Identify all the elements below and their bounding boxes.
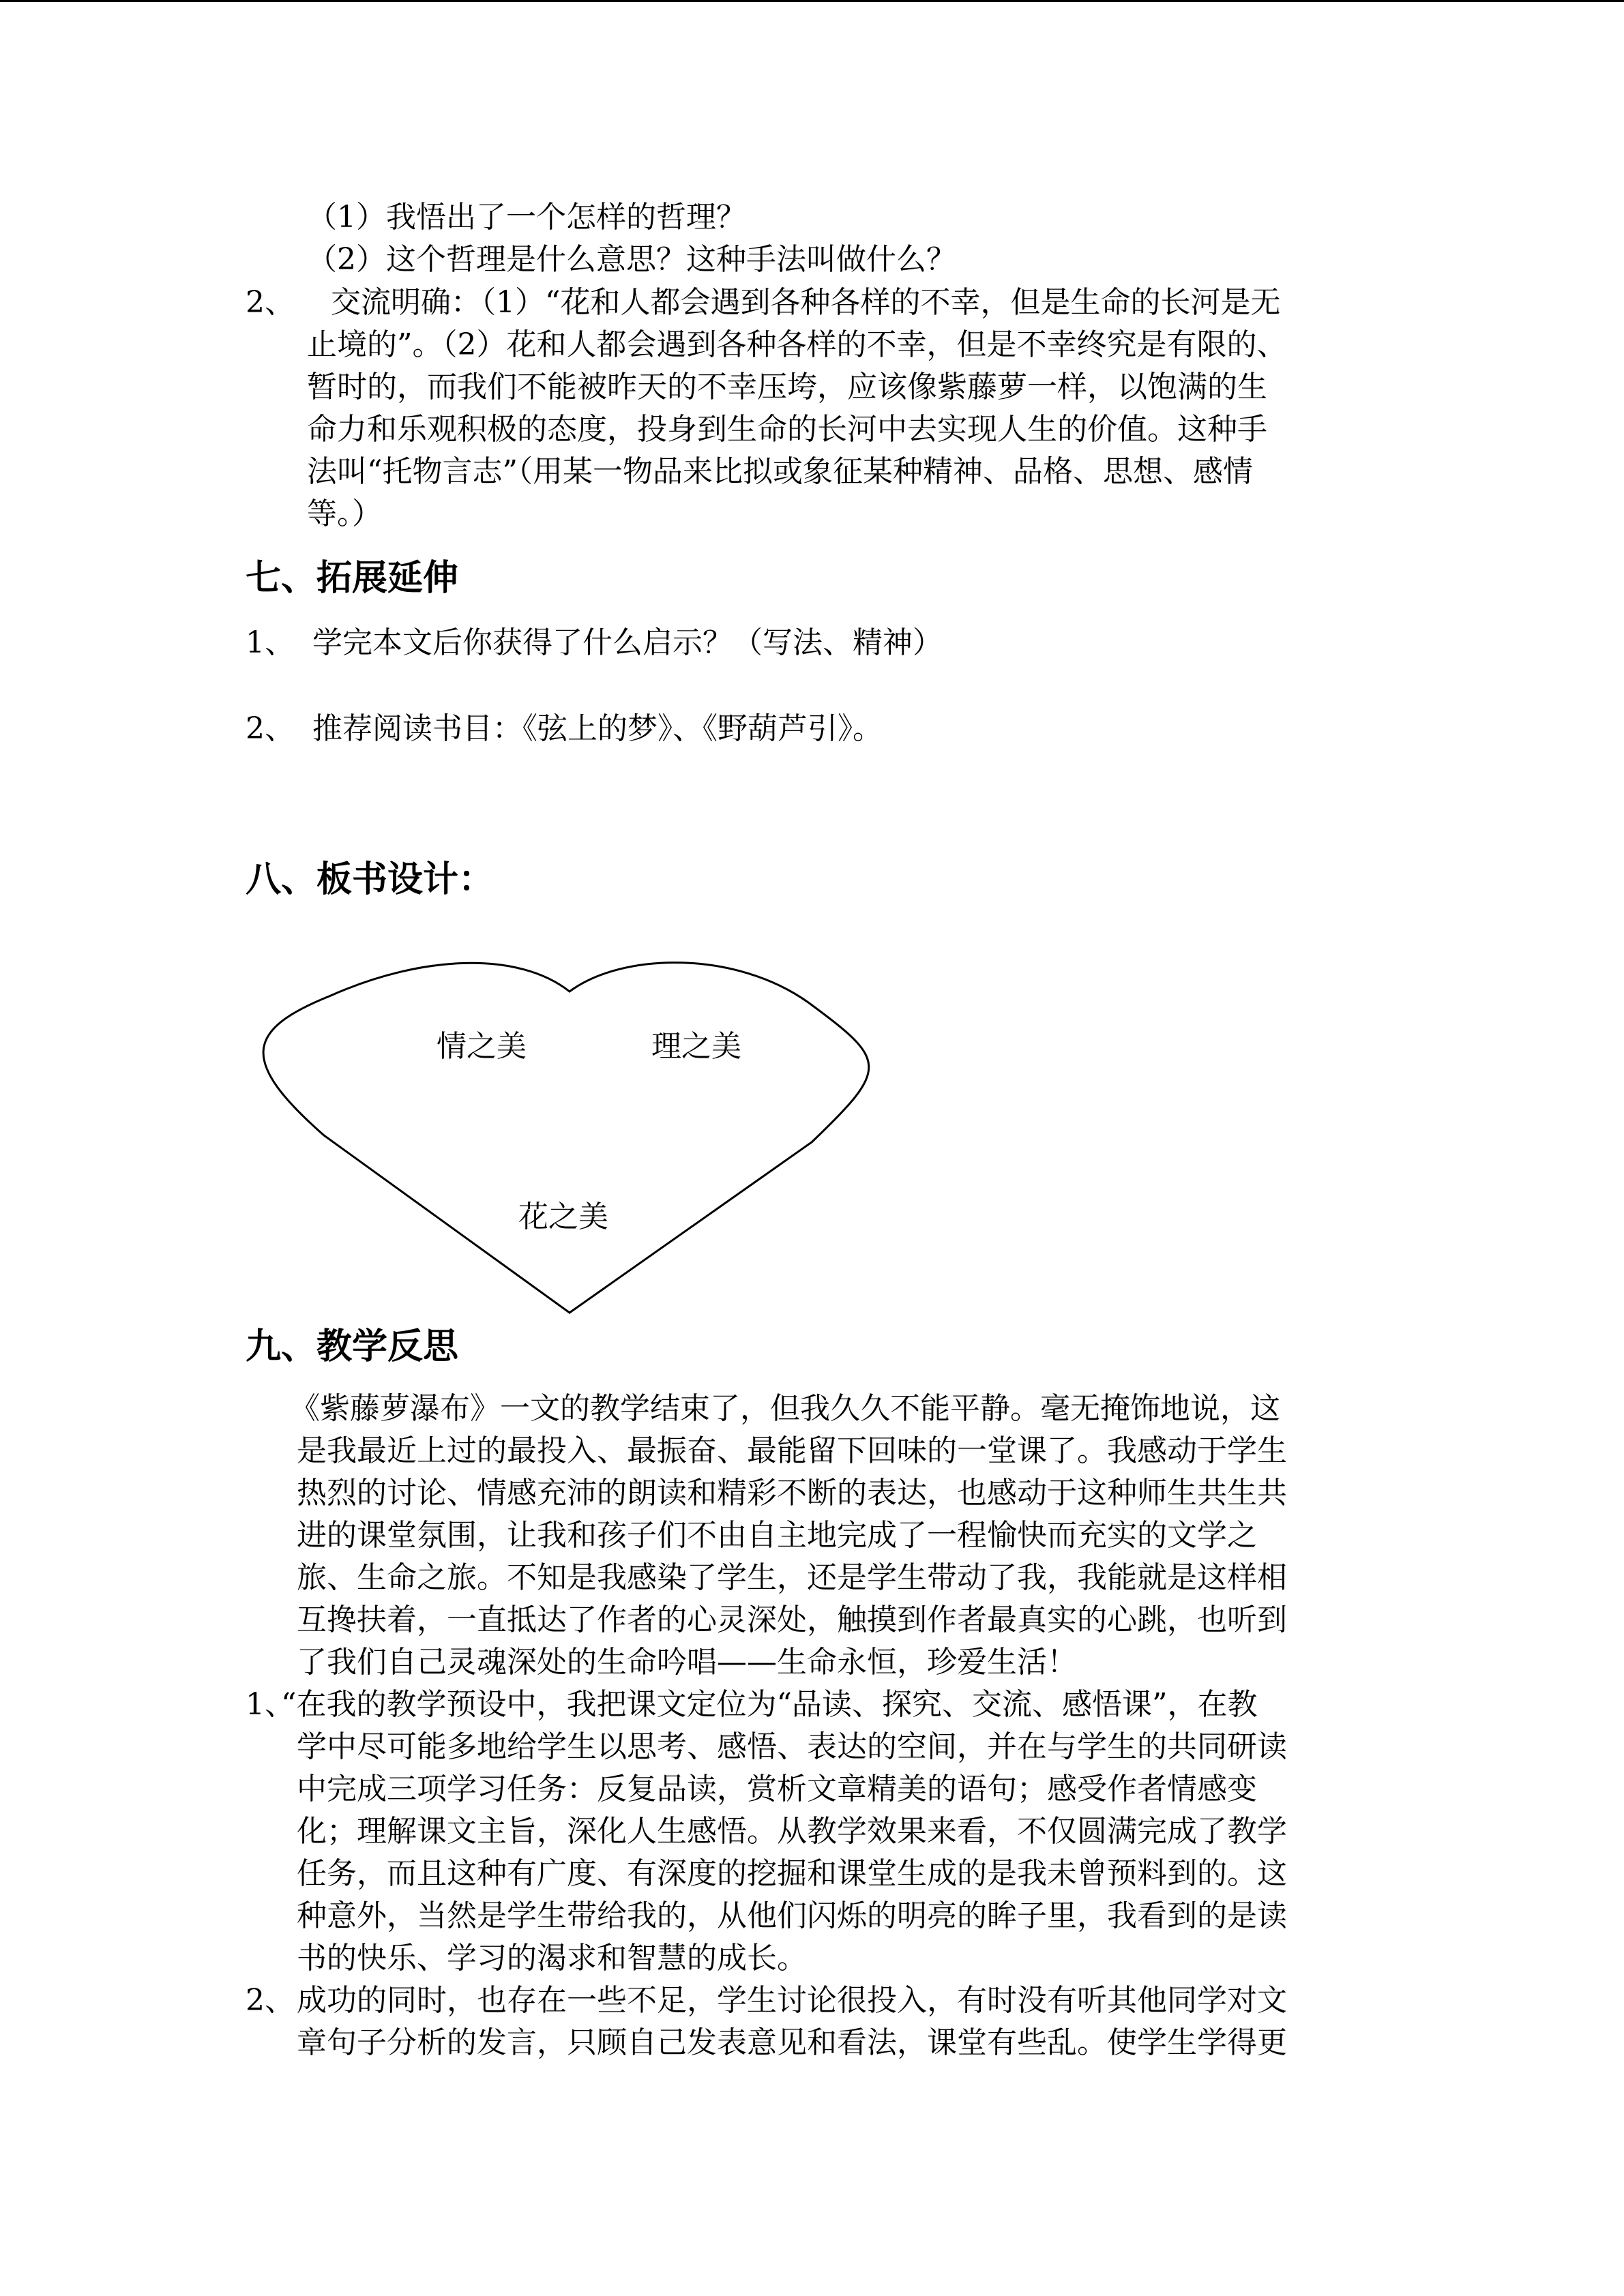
reflection-intro-line-2: 是我最近上过的最投入、最振奋、最能留下回味的一堂课了。我感动于学生 xyxy=(297,1433,1287,1468)
list-number-2: 2、 xyxy=(246,285,295,320)
list-number-2: 2、 xyxy=(246,711,295,746)
reflection-item1-line-2: 学中尽可能多地给学生以思考、感悟、表达的空间，并在与学生的共同研读 xyxy=(297,1729,1287,1764)
section-9-heading: 九、教学反思 xyxy=(246,1326,459,1367)
reflection-item1-line-1: “在我的教学预设中，我把课文定位为“品读、探究、交流、感悟课”，在教 xyxy=(281,1687,1258,1722)
reflection-item2-line-2: 章句子分析的发言，只顾自己发表意见和看法，课堂有些乱。使学生学得更 xyxy=(297,2025,1287,2060)
answer-line-4: 命力和乐观积极的态度，投身到生命的长河中去实现人生的价值。这种手 xyxy=(307,412,1267,447)
list-number-2: 2、 xyxy=(246,1983,295,2018)
section-8-heading: 八、板书设计： xyxy=(246,859,494,900)
answer-line-1: 交流明确：（1）“花和人都会遇到各种各样的不幸，但是生命的长河是无 xyxy=(331,285,1281,320)
reflection-item1-line-6: 种意外，当然是学生带给我的，从他们闪烁的明亮的眸子里，我看到的是读 xyxy=(297,1898,1287,1933)
reflection-intro-line-7: 了我们自己灵魂深处的生命吟唱——生命永恒，珍爱生活！ xyxy=(297,1645,1077,1680)
reflection-item1-line-3: 中完成三项学习任务：反复品读，赏析文章精美的语句；感受作者情感变 xyxy=(297,1772,1257,1806)
section-7-heading: 七、拓展延伸 xyxy=(246,557,459,599)
reflection-item1-line-5: 任务，而且这种有广度、有深度的挖掘和课堂生成的是我未曾预料到的。这 xyxy=(297,1856,1287,1891)
heart-label-flower: 花之美 xyxy=(518,1199,608,1234)
answer-line-5: 法叫“托物言志”（用某一物品来比拟或象征某种精神、品格、思想、感情 xyxy=(307,454,1253,489)
reflection-intro-line-5: 旅、生命之旅。不知是我感染了学生，还是学生带动了我，我能就是这样相 xyxy=(297,1560,1287,1595)
answer-line-6: 等。） xyxy=(307,496,382,531)
extension-item-1: 学完本文后你获得了什么启示？（写法、精神） xyxy=(312,625,943,660)
reflection-intro-line-1: 《紫藤萝瀑布》一文的教学结束了，但我久久不能平静。毫无掩饰地说，这 xyxy=(290,1391,1280,1426)
reflection-intro-line-3: 热烈的讨论、情感充沛的朗读和精彩不断的表达，也感动于这种师生共生共 xyxy=(297,1476,1287,1510)
heart-label-emotion: 情之美 xyxy=(437,1029,527,1064)
list-number-1: 1、 xyxy=(246,625,295,660)
extension-item-2: 推荐阅读书目：《弦上的梦》、《野葫芦引》。 xyxy=(312,711,883,746)
question-2: （2）这个哲理是什么意思？这种手法叫做什么？ xyxy=(307,242,956,277)
question-1: （1）我悟出了一个怎样的哲理？ xyxy=(307,200,746,235)
reflection-intro-line-6: 互搀扶着，一直抵达了作者的心灵深处，触摸到作者最真实的心跳，也听到 xyxy=(297,1602,1287,1637)
heart-outline xyxy=(252,958,894,1326)
reflection-item1-line-4: 化；理解课文主旨，深化人生感悟。从教学效果来看，不仅圆满完成了教学 xyxy=(297,1814,1287,1849)
answer-line-2: 止境的”。（2）花和人都会遇到各种各样的不幸，但是不幸终究是有限的、 xyxy=(307,327,1287,362)
blackboard-heart-diagram xyxy=(252,958,894,1329)
answer-line-3: 暂时的，而我们不能被昨天的不幸压垮，应该像紫藤萝一样，以饱满的生 xyxy=(307,370,1267,404)
reflection-item2-line-1: 成功的同时，也存在一些不足，学生讨论很投入，有时没有听其他同学对文 xyxy=(297,1983,1287,2018)
heart-label-reason: 理之美 xyxy=(651,1029,741,1064)
reflection-intro-line-4: 进的课堂氛围，让我和孩子们不由自主地完成了一程愉快而充实的文学之 xyxy=(297,1518,1257,1553)
list-number-1: 1、 xyxy=(246,1687,295,1722)
reflection-item1-line-7: 书的快乐、学习的渴求和智慧的成长。 xyxy=(297,1941,807,1976)
